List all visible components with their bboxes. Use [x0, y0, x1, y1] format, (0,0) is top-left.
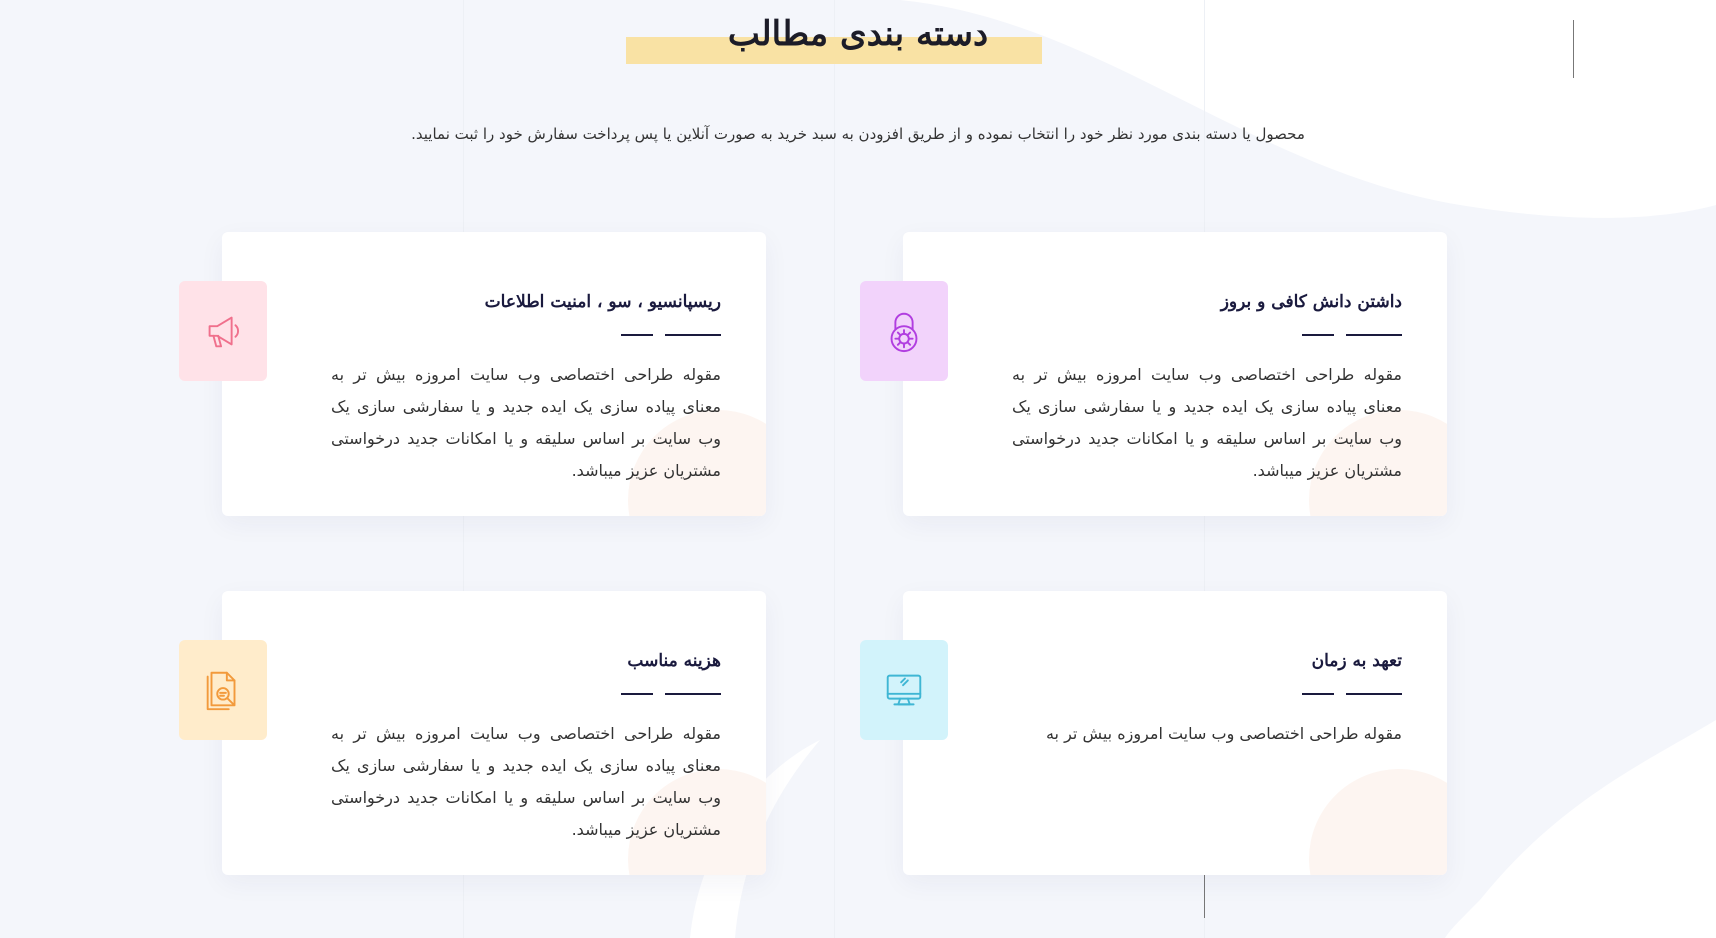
title-underline-short — [1302, 334, 1334, 336]
card-icon-cost — [179, 640, 267, 740]
card-title: تعهد به زمان — [1311, 651, 1402, 671]
card-corner-decoration — [1309, 769, 1447, 875]
card-icon-responsive — [179, 281, 267, 381]
card-text: مقوله طراحی اختصاصی وب سایت امروزه بیش تر به معنای پیاده سازی یک ایده جدید و یا سفارشی سازی یک وب سایت بر اساس سلیقه و یا امکانات جدید درخواستی مشتریان عزیز میباشد. — [1012, 365, 1402, 480]
title-underline — [1346, 693, 1402, 695]
card-responsive — [222, 232, 766, 516]
title-underline — [665, 693, 721, 695]
card-time-commitment — [903, 591, 1447, 875]
megaphone-icon — [200, 308, 246, 354]
card-text: مقوله طراحی اختصاصی وب سایت امروزه بیش تر به معنای پیاده سازی یک ایده جدید و یا سفارشی سازی یک وب سایت بر اساس سلیقه و یا امکانات جدید درخواستی مشتریان عزیز میباشد. — [331, 724, 721, 839]
card-knowledge — [903, 232, 1447, 516]
title-underline-short — [621, 334, 653, 336]
title-underline-short — [1302, 693, 1334, 695]
lock-icon — [881, 308, 927, 354]
card-title: داشتن دانش کافی و بروز — [1220, 292, 1402, 312]
card-title: هزینه مناسب — [627, 651, 721, 671]
section-title: دسته بندی مطالب — [727, 14, 989, 54]
title-underline-short — [621, 693, 653, 695]
card-text: مقوله طراحی اختصاصی وب سایت امروزه بیش تر به معنای پیاده سازی یک ایده جدید و یا سفارشی سازی یک وب سایت بر اساس سلیقه و یا امکانات جدید درخواستی مشتریان عزیز میباشد. — [331, 365, 721, 480]
monitor-icon — [881, 667, 927, 713]
document-search-icon — [200, 667, 246, 713]
card-cost — [222, 591, 766, 875]
card-text: مقوله طراحی اختصاصی وب سایت امروزه بیش تر به — [1045, 724, 1402, 743]
section-description: محصول یا دسته بندی مورد نظر خود را انتخاب نموده و از طریق افزودن به سبد خرید به صورت آنلاین یا پس پرداخت سفارش خود را ثبت نمایید. — [411, 125, 1305, 143]
card-title: ریسپانسیو ، سو ، امنیت اطلاعات — [484, 292, 721, 312]
title-underline — [665, 334, 721, 336]
card-icon-time — [860, 640, 948, 740]
title-underline — [1346, 334, 1402, 336]
card-icon-knowledge — [860, 281, 948, 381]
